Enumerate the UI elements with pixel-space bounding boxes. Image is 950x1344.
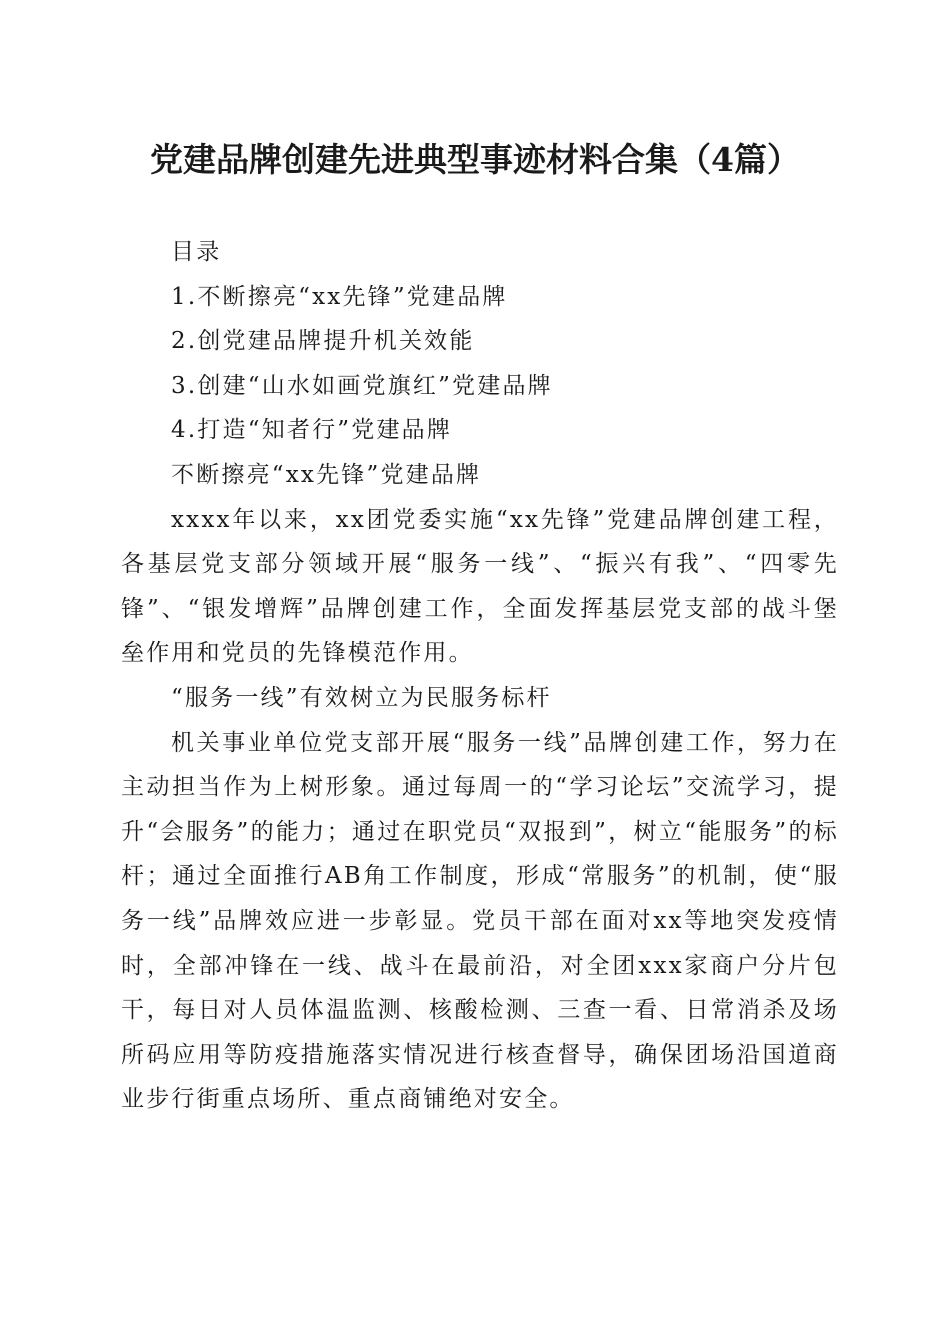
toc-item: 3.创建“山水如画党旗红”党建品牌	[171, 372, 553, 399]
article-heading: 不断擦亮“xx先锋”党建品牌	[171, 461, 482, 488]
toc-item: 1.不断擦亮“xx先锋”党建品牌	[171, 283, 508, 310]
section-heading: “服务一线”有效树立为民服务标杆	[171, 684, 552, 711]
toc-item: 2.创党建品牌提升机关效能	[171, 328, 475, 355]
article-intro-paragraph: xxxx年以来，xx团党委实施“xx先锋”党建品牌创建工程，各基层党支部分领域开展“服务一线”、“振兴有我”、“四零先锋”、“银发增辉”品牌创建工作，全面发挥基层党支部的战斗堡垒作用和党员的先锋模范作用。	[121, 506, 839, 667]
document-title: 党建品牌创建先进典型事迹材料合集（4篇）	[150, 140, 800, 179]
document-body	[121, 230, 839, 1122]
toc-heading: 目录	[171, 239, 222, 265]
section-body-paragraph: 机关事业单位党支部开展“服务一线”品牌创建工作，努力在主动担当作为上树形象。通过每周一的“学习论坛”交流学习，提升“会服务”的能力；通过在职党员“双报到”，树立“能服务”的标杆；通过全面推行AB角工作制度，形成“常服务”的机制，使“服务一线”品牌效应进一步彰显。党员干部在面对xx等地突发疫情时，全部冲锋在一线、战斗在最前沿，对全团xxx家商户分片包干，每日对人员体温监测、核酸检测、三查一看、日常消杀及场所码应用等防疫措施落实情况进行核查督导，确保团场沿国道商业步行街重点场所、重点商铺绝对安全。	[121, 729, 839, 1113]
toc-item: 4.打造“知者行”党建品牌	[171, 417, 453, 444]
